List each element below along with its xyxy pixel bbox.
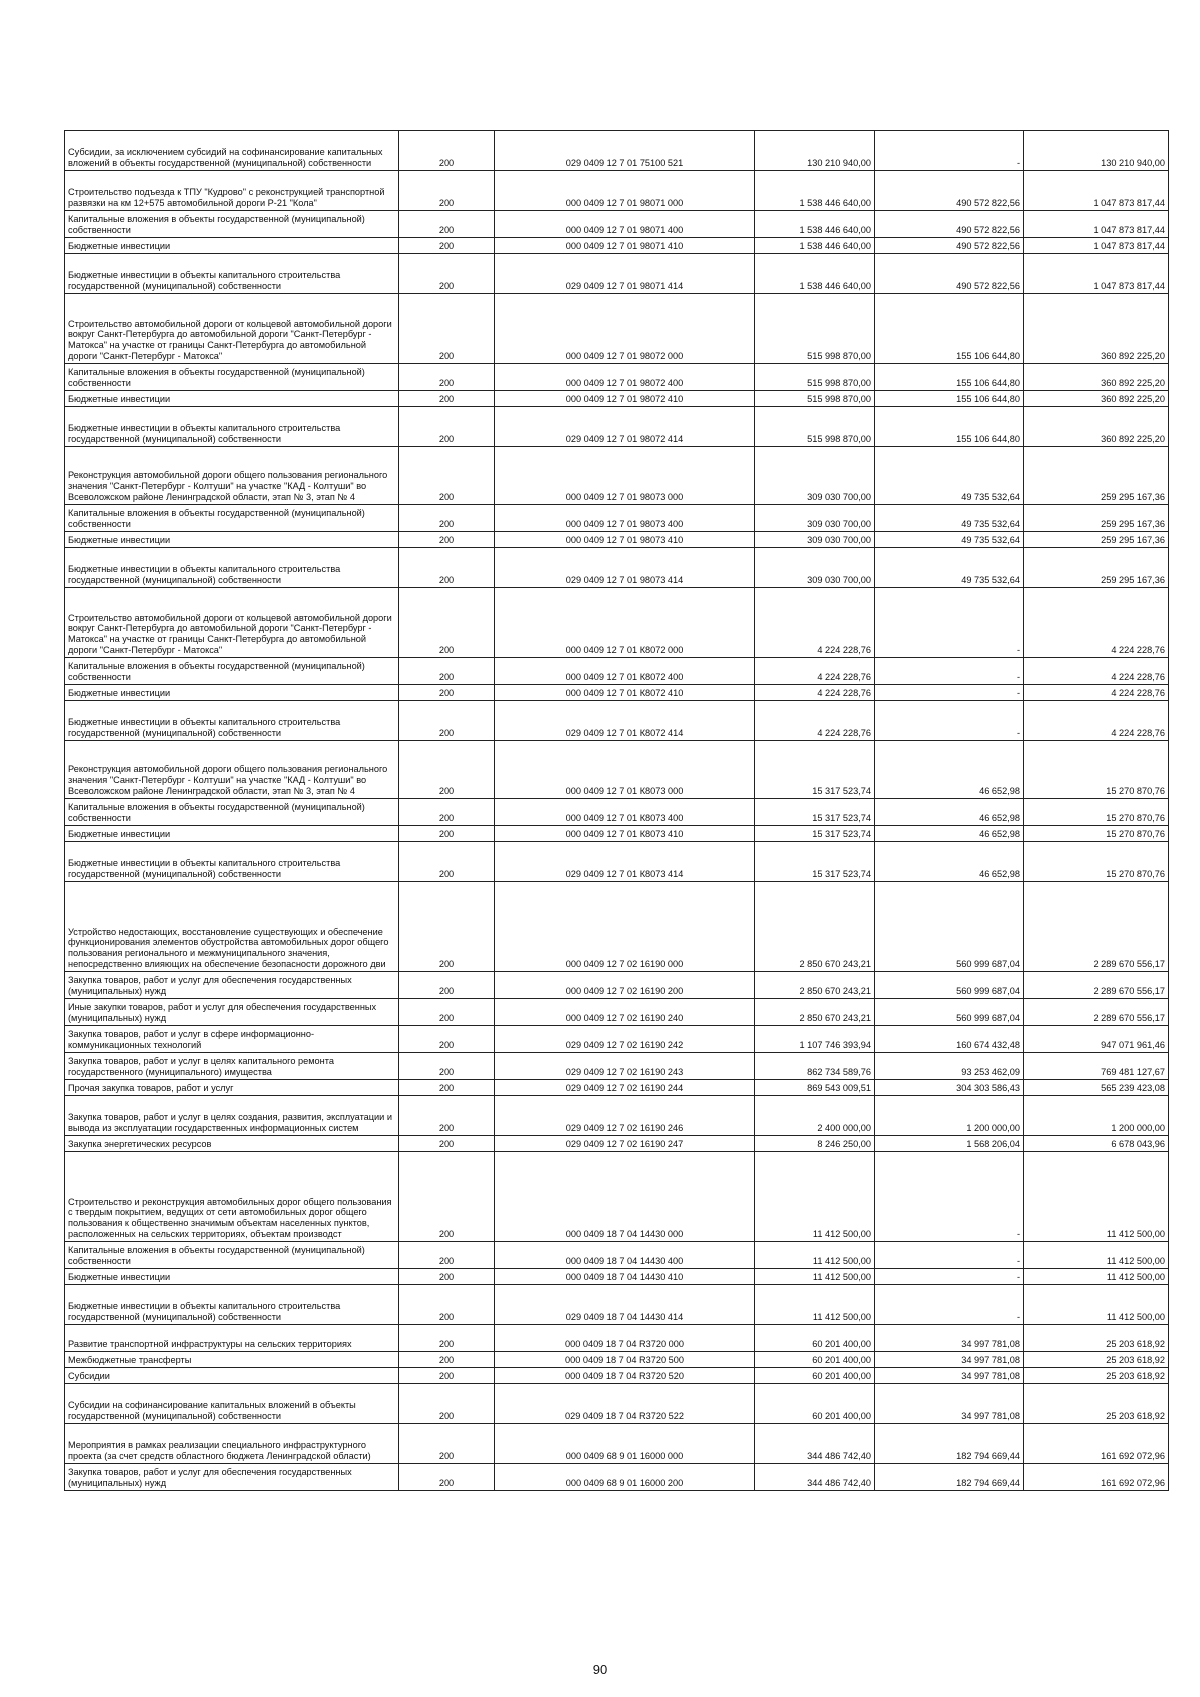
- row-approved-cell: 1 107 746 393,94: [755, 1026, 875, 1053]
- row-line-code-cell: 200: [399, 254, 495, 294]
- row-line-code-cell: 200: [399, 447, 495, 505]
- row-line-code-cell: 200: [399, 505, 495, 532]
- row-remaining-cell: 161 692 072,96: [1024, 1424, 1169, 1464]
- row-name-cell: Закупка товаров, работ и услуг в целях капитального ремонта государственного (муниципального) имущества: [65, 1053, 399, 1080]
- row-remaining-cell: 360 892 225,20: [1024, 391, 1169, 407]
- row-executed-cell: 155 106 644,80: [875, 364, 1024, 391]
- row-line-code-cell: 200: [399, 1242, 495, 1269]
- row-executed-cell: 46 652,98: [875, 799, 1024, 826]
- row-executed-cell: 155 106 644,80: [875, 407, 1024, 447]
- row-executed-cell: -: [875, 588, 1024, 658]
- table-row: [65, 741, 1169, 799]
- row-executed-cell: 560 999 687,04: [875, 999, 1024, 1026]
- row-classification-cell: 000 0409 12 7 01 К8073 000: [495, 741, 755, 799]
- row-remaining-cell: 15 270 870,76: [1024, 799, 1169, 826]
- row-remaining-cell: 6 678 043,96: [1024, 1136, 1169, 1152]
- row-approved-cell: 344 486 742,40: [755, 1464, 875, 1491]
- row-line-code-cell: 200: [399, 1152, 495, 1242]
- row-classification-cell: 000 0409 68 9 01 16000 000: [495, 1424, 755, 1464]
- row-remaining-cell: 1 047 873 817,44: [1024, 254, 1169, 294]
- row-executed-cell: -: [875, 701, 1024, 741]
- row-line-code-cell: 200: [399, 1080, 495, 1096]
- row-remaining-cell: 360 892 225,20: [1024, 407, 1169, 447]
- row-line-code-cell: 200: [399, 364, 495, 391]
- row-classification-cell: 000 0409 18 7 04 14430 400: [495, 1242, 755, 1269]
- row-remaining-cell: 1 047 873 817,44: [1024, 171, 1169, 211]
- row-name-cell: Бюджетные инвестиции: [65, 238, 399, 254]
- table-row: [65, 364, 1169, 391]
- table-row: [65, 532, 1169, 548]
- row-remaining-cell: 11 412 500,00: [1024, 1269, 1169, 1285]
- row-approved-cell: 60 201 400,00: [755, 1325, 875, 1352]
- row-remaining-cell: 1 047 873 817,44: [1024, 211, 1169, 238]
- table-row: [65, 1464, 1169, 1491]
- row-approved-cell: 60 201 400,00: [755, 1352, 875, 1368]
- row-approved-cell: 1 538 446 640,00: [755, 171, 875, 211]
- row-line-code-cell: 200: [399, 1285, 495, 1325]
- row-line-code-cell: 200: [399, 1026, 495, 1053]
- row-remaining-cell: 25 203 618,92: [1024, 1325, 1169, 1352]
- table-row: [65, 1053, 1169, 1080]
- row-name-cell: Развитие транспортной инфраструктуры на сельских территориях: [65, 1325, 399, 1352]
- row-classification-cell: 029 0409 12 7 02 16190 246: [495, 1096, 755, 1136]
- row-executed-cell: 155 106 644,80: [875, 294, 1024, 364]
- row-name-cell: Устройство недостающих, восстановление существующих и обеспечение функционирования элементов обустройства автомобильных дорог общего пользования регионального и межмуниципального значения, непосредственно влияющих на обеспечение безопасности дорожного дви: [65, 882, 399, 972]
- page-number: 90: [592, 1662, 608, 1677]
- row-remaining-cell: 4 224 228,76: [1024, 701, 1169, 741]
- row-approved-cell: 11 412 500,00: [755, 1269, 875, 1285]
- row-classification-cell: 000 0409 18 7 04 R3720 000: [495, 1325, 755, 1352]
- row-name-cell: Закупка товаров, работ и услуг для обеспечения государственных (муниципальных) нужд: [65, 1464, 399, 1491]
- row-classification-cell: 000 0409 12 7 01 98072 400: [495, 364, 755, 391]
- row-approved-cell: 4 224 228,76: [755, 588, 875, 658]
- table-row: [65, 1384, 1169, 1424]
- table-row: [65, 294, 1169, 364]
- row-remaining-cell: 25 203 618,92: [1024, 1352, 1169, 1368]
- row-remaining-cell: 15 270 870,76: [1024, 826, 1169, 842]
- row-approved-cell: 862 734 589,76: [755, 1053, 875, 1080]
- row-executed-cell: -: [875, 131, 1024, 171]
- row-executed-cell: 182 794 669,44: [875, 1464, 1024, 1491]
- row-classification-cell: 000 0409 12 7 01 98072 410: [495, 391, 755, 407]
- table-row: [65, 211, 1169, 238]
- row-line-code-cell: 200: [399, 548, 495, 588]
- row-approved-cell: 2 850 670 243,21: [755, 999, 875, 1026]
- row-line-code-cell: 200: [399, 1424, 495, 1464]
- row-line-code-cell: 200: [399, 842, 495, 882]
- row-name-cell: Бюджетные инвестиции в объекты капитального строительства государственной (муниципальной) собственности: [65, 407, 399, 447]
- row-classification-cell: 000 0409 12 7 01 К8072 410: [495, 685, 755, 701]
- row-approved-cell: 515 998 870,00: [755, 391, 875, 407]
- row-name-cell: Реконструкция автомобильной дороги общего пользования регионального значения "Санкт-Петербург - Колтуши" на участке "КАД - Колтуши" во Всеволожском районе Ленинградской области, этап № 3, этап № 4: [65, 741, 399, 799]
- row-classification-cell: 000 0409 12 7 01 К8072 400: [495, 658, 755, 685]
- row-executed-cell: 49 735 532,64: [875, 447, 1024, 505]
- row-remaining-cell: 11 412 500,00: [1024, 1152, 1169, 1242]
- row-remaining-cell: 4 224 228,76: [1024, 685, 1169, 701]
- row-approved-cell: 309 030 700,00: [755, 532, 875, 548]
- row-line-code-cell: 200: [399, 407, 495, 447]
- row-approved-cell: 4 224 228,76: [755, 685, 875, 701]
- row-name-cell: Бюджетные инвестиции в объекты капитального строительства государственной (муниципальной) собственности: [65, 254, 399, 294]
- row-line-code-cell: 200: [399, 1269, 495, 1285]
- row-classification-cell: 029 0409 12 7 01 К8073 414: [495, 842, 755, 882]
- row-approved-cell: 309 030 700,00: [755, 548, 875, 588]
- row-remaining-cell: 565 239 423,08: [1024, 1080, 1169, 1096]
- row-executed-cell: -: [875, 1285, 1024, 1325]
- row-classification-cell: 029 0409 18 7 04 R3720 522: [495, 1384, 755, 1424]
- row-executed-cell: 34 997 781,08: [875, 1352, 1024, 1368]
- row-classification-cell: 000 0409 68 9 01 16000 200: [495, 1464, 755, 1491]
- row-remaining-cell: 259 295 167,36: [1024, 505, 1169, 532]
- row-classification-cell: 000 0409 12 7 01 К8073 410: [495, 826, 755, 842]
- row-classification-cell: 029 0409 12 7 01 98071 414: [495, 254, 755, 294]
- row-executed-cell: 34 997 781,08: [875, 1384, 1024, 1424]
- row-name-cell: Строительство и реконструкция автомобильных дорог общего пользования с твердым покрытием, ведущих от сети автомобильных дорог общего пользования к общественно значимым объектам населенных пунктов, расположенных на сельских территориях, объектам производст: [65, 1152, 399, 1242]
- row-approved-cell: 869 543 009,51: [755, 1080, 875, 1096]
- row-remaining-cell: 2 289 670 556,17: [1024, 999, 1169, 1026]
- row-executed-cell: 490 572 822,56: [875, 238, 1024, 254]
- row-classification-cell: 000 0409 18 7 04 14430 000: [495, 1152, 755, 1242]
- row-classification-cell: 029 0409 12 7 02 16190 247: [495, 1136, 755, 1152]
- row-executed-cell: -: [875, 1152, 1024, 1242]
- row-remaining-cell: 360 892 225,20: [1024, 294, 1169, 364]
- table-row: [65, 999, 1169, 1026]
- row-line-code-cell: 200: [399, 741, 495, 799]
- row-line-code-cell: 200: [399, 1352, 495, 1368]
- table-row: [65, 685, 1169, 701]
- table-row: [65, 254, 1169, 294]
- row-line-code-cell: 200: [399, 999, 495, 1026]
- row-line-code-cell: 200: [399, 1136, 495, 1152]
- row-classification-cell: 000 0409 12 7 01 98071 000: [495, 171, 755, 211]
- row-name-cell: Бюджетные инвестиции в объекты капитального строительства государственной (муниципальной) собственности: [65, 548, 399, 588]
- row-approved-cell: 11 412 500,00: [755, 1242, 875, 1269]
- row-remaining-cell: 11 412 500,00: [1024, 1285, 1169, 1325]
- row-line-code-cell: 200: [399, 171, 495, 211]
- row-remaining-cell: 360 892 225,20: [1024, 364, 1169, 391]
- row-name-cell: Строительство подъезда к ТПУ "Кудрово" с реконструкцией транспортной развязки на км 12+575 автомобильной дороги Р-21 "Кола": [65, 171, 399, 211]
- row-approved-cell: 515 998 870,00: [755, 407, 875, 447]
- row-line-code-cell: 200: [399, 972, 495, 999]
- row-remaining-cell: 947 071 961,46: [1024, 1026, 1169, 1053]
- table-row: [65, 972, 1169, 999]
- row-line-code-cell: 200: [399, 799, 495, 826]
- row-approved-cell: 344 486 742,40: [755, 1424, 875, 1464]
- row-line-code-cell: 200: [399, 294, 495, 364]
- table-row: [65, 1325, 1169, 1352]
- row-approved-cell: 2 850 670 243,21: [755, 972, 875, 999]
- row-name-cell: Бюджетные инвестиции в объекты капитального строительства государственной (муниципальной) собственности: [65, 842, 399, 882]
- row-remaining-cell: 25 203 618,92: [1024, 1384, 1169, 1424]
- row-name-cell: Закупка товаров, работ и услуг для обеспечения государственных (муниципальных) нужд: [65, 972, 399, 999]
- row-executed-cell: 490 572 822,56: [875, 171, 1024, 211]
- row-executed-cell: 49 735 532,64: [875, 505, 1024, 532]
- row-executed-cell: 182 794 669,44: [875, 1424, 1024, 1464]
- row-executed-cell: -: [875, 1242, 1024, 1269]
- row-classification-cell: 000 0409 18 7 04 14430 410: [495, 1269, 755, 1285]
- row-classification-cell: 029 0409 12 7 01 98072 414: [495, 407, 755, 447]
- table-row: [65, 588, 1169, 658]
- row-remaining-cell: 259 295 167,36: [1024, 447, 1169, 505]
- table-row: [65, 447, 1169, 505]
- row-approved-cell: 309 030 700,00: [755, 447, 875, 505]
- row-executed-cell: 490 572 822,56: [875, 254, 1024, 294]
- row-executed-cell: 49 735 532,64: [875, 532, 1024, 548]
- row-line-code-cell: 200: [399, 685, 495, 701]
- row-line-code-cell: 200: [399, 238, 495, 254]
- table-row: [65, 842, 1169, 882]
- row-line-code-cell: 200: [399, 588, 495, 658]
- row-classification-cell: 029 0409 12 7 02 16190 244: [495, 1080, 755, 1096]
- row-name-cell: Межбюджетные трансферты: [65, 1352, 399, 1368]
- row-name-cell: Капитальные вложения в объекты государственной (муниципальной) собственности: [65, 211, 399, 238]
- row-name-cell: Субсидии, за исключением субсидий на софинансирование капитальных вложений в объекты государственной (муниципальной) собственности: [65, 131, 399, 171]
- row-remaining-cell: 11 412 500,00: [1024, 1242, 1169, 1269]
- row-name-cell: Бюджетные инвестиции: [65, 1269, 399, 1285]
- row-executed-cell: 160 674 432,48: [875, 1026, 1024, 1053]
- row-remaining-cell: 15 270 870,76: [1024, 741, 1169, 799]
- table-row: [65, 131, 1169, 171]
- row-name-cell: Строительство автомобильной дороги от кольцевой автомобильной дороги вокруг Санкт-Петербурга до автомобильной дороги "Санкт-Петербург - Матокса" на участке от границы Санкт-Петербурга до автомобильной дороги "Санкт-Петербург - Матокса": [65, 588, 399, 658]
- row-name-cell: Бюджетные инвестиции: [65, 826, 399, 842]
- row-executed-cell: 34 997 781,08: [875, 1325, 1024, 1352]
- row-executed-cell: -: [875, 1269, 1024, 1285]
- row-name-cell: Закупка товаров, работ и услуг в целях создания, развития, эксплуатации и вывода из эксплуатации государственных информационных систем: [65, 1096, 399, 1136]
- row-name-cell: Строительство автомобильной дороги от кольцевой автомобильной дороги вокруг Санкт-Петербурга до автомобильной дороги "Санкт-Петербург - Матокса" на участке от границы Санкт-Петербурга до автомобильной дороги "Санкт-Петербург - Матокса": [65, 294, 399, 364]
- row-name-cell: Бюджетные инвестиции в объекты капитального строительства государственной (муниципальной) собственности: [65, 1285, 399, 1325]
- row-line-code-cell: 200: [399, 658, 495, 685]
- row-name-cell: Капитальные вложения в объекты государственной (муниципальной) собственности: [65, 364, 399, 391]
- row-remaining-cell: 130 210 940,00: [1024, 131, 1169, 171]
- budget-report-sheet: [64, 130, 1165, 1491]
- table-row: [65, 171, 1169, 211]
- row-classification-cell: 000 0409 12 7 01 98072 000: [495, 294, 755, 364]
- table-row: [65, 1080, 1169, 1096]
- row-approved-cell: 1 538 446 640,00: [755, 211, 875, 238]
- row-classification-cell: 029 0409 12 7 01 75100 521: [495, 131, 755, 171]
- row-line-code-cell: 200: [399, 701, 495, 741]
- row-approved-cell: 8 246 250,00: [755, 1136, 875, 1152]
- row-name-cell: Бюджетные инвестиции: [65, 532, 399, 548]
- row-executed-cell: 304 303 586,43: [875, 1080, 1024, 1096]
- row-executed-cell: 34 997 781,08: [875, 1368, 1024, 1384]
- row-remaining-cell: 25 203 618,92: [1024, 1368, 1169, 1384]
- table-row: [65, 882, 1169, 972]
- row-approved-cell: 60 201 400,00: [755, 1384, 875, 1424]
- row-classification-cell: 029 0409 12 7 02 16190 242: [495, 1026, 755, 1053]
- table-row: [65, 1269, 1169, 1285]
- row-executed-cell: -: [875, 658, 1024, 685]
- row-approved-cell: 11 412 500,00: [755, 1285, 875, 1325]
- row-line-code-cell: 200: [399, 131, 495, 171]
- row-classification-cell: 000 0409 12 7 01 98073 410: [495, 532, 755, 548]
- row-line-code-cell: 200: [399, 1325, 495, 1352]
- table-row: [65, 1096, 1169, 1136]
- row-approved-cell: 309 030 700,00: [755, 505, 875, 532]
- row-remaining-cell: 769 481 127,67: [1024, 1053, 1169, 1080]
- row-approved-cell: 15 317 523,74: [755, 826, 875, 842]
- row-approved-cell: 515 998 870,00: [755, 364, 875, 391]
- row-name-cell: Капитальные вложения в объекты государственной (муниципальной) собственности: [65, 1242, 399, 1269]
- row-remaining-cell: 4 224 228,76: [1024, 658, 1169, 685]
- row-line-code-cell: 200: [399, 211, 495, 238]
- row-classification-cell: 029 0409 12 7 01 К8072 414: [495, 701, 755, 741]
- row-executed-cell: 1 568 206,04: [875, 1136, 1024, 1152]
- row-line-code-cell: 200: [399, 1368, 495, 1384]
- table-row: [65, 799, 1169, 826]
- row-approved-cell: 60 201 400,00: [755, 1368, 875, 1384]
- row-classification-cell: 029 0409 12 7 02 16190 243: [495, 1053, 755, 1080]
- row-approved-cell: 15 317 523,74: [755, 842, 875, 882]
- row-name-cell: Бюджетные инвестиции: [65, 685, 399, 701]
- row-name-cell: Бюджетные инвестиции в объекты капитального строительства государственной (муниципальной) собственности: [65, 701, 399, 741]
- row-executed-cell: 490 572 822,56: [875, 211, 1024, 238]
- row-name-cell: Прочая закупка товаров, работ и услуг: [65, 1080, 399, 1096]
- table-row: [65, 238, 1169, 254]
- row-name-cell: Мероприятия в рамках реализации специального инфраструктурного проекта (за счет средств областного бюджета Ленинградской области): [65, 1424, 399, 1464]
- table-row: [65, 407, 1169, 447]
- expenditure-table-body: [65, 131, 1169, 1491]
- table-row: [65, 391, 1169, 407]
- row-executed-cell: 46 652,98: [875, 842, 1024, 882]
- table-row: [65, 658, 1169, 685]
- row-line-code-cell: 200: [399, 1384, 495, 1424]
- row-executed-cell: 93 253 462,09: [875, 1053, 1024, 1080]
- row-remaining-cell: 259 295 167,36: [1024, 548, 1169, 588]
- row-classification-cell: 000 0409 12 7 01 98073 400: [495, 505, 755, 532]
- row-approved-cell: 4 224 228,76: [755, 658, 875, 685]
- row-remaining-cell: 1 200 000,00: [1024, 1096, 1169, 1136]
- row-classification-cell: 000 0409 12 7 02 16190 000: [495, 882, 755, 972]
- row-approved-cell: 4 224 228,76: [755, 701, 875, 741]
- row-executed-cell: 46 652,98: [875, 741, 1024, 799]
- row-classification-cell: 000 0409 12 7 01 К8073 400: [495, 799, 755, 826]
- row-approved-cell: 2 850 670 243,21: [755, 882, 875, 972]
- row-line-code-cell: 200: [399, 882, 495, 972]
- row-approved-cell: 15 317 523,74: [755, 741, 875, 799]
- row-line-code-cell: 200: [399, 826, 495, 842]
- row-name-cell: Субсидии: [65, 1368, 399, 1384]
- row-name-cell: Реконструкция автомобильной дороги общего пользования регионального значения "Санкт-Петербург - Колтуши" на участке "КАД - Колтуши" во Всеволожском районе Ленинградской области, этап № 3, этап № 4: [65, 447, 399, 505]
- row-classification-cell: 000 0409 12 7 01 К8072 000: [495, 588, 755, 658]
- table-row: [65, 548, 1169, 588]
- table-row: [65, 1368, 1169, 1384]
- row-remaining-cell: 161 692 072,96: [1024, 1464, 1169, 1491]
- row-name-cell: Иные закупки товаров, работ и услуг для обеспечения государственных (муниципальных) нужд: [65, 999, 399, 1026]
- row-executed-cell: 155 106 644,80: [875, 391, 1024, 407]
- row-name-cell: Закупка энергетических ресурсов: [65, 1136, 399, 1152]
- row-approved-cell: 2 400 000,00: [755, 1096, 875, 1136]
- table-row: [65, 1026, 1169, 1053]
- row-name-cell: Закупка товаров, работ и услуг в сфере информационно-коммуникационных технологий: [65, 1026, 399, 1053]
- row-approved-cell: 15 317 523,74: [755, 799, 875, 826]
- row-name-cell: Капитальные вложения в объекты государственной (муниципальной) собственности: [65, 799, 399, 826]
- table-row: [65, 1424, 1169, 1464]
- row-line-code-cell: 200: [399, 391, 495, 407]
- expenditure-table: [64, 130, 1169, 1491]
- row-name-cell: Субсидии на софинансирование капитальных вложений в объекты государственной (муниципальной) собственности: [65, 1384, 399, 1424]
- row-classification-cell: 000 0409 12 7 01 98071 400: [495, 211, 755, 238]
- row-line-code-cell: 200: [399, 1464, 495, 1491]
- row-remaining-cell: 4 224 228,76: [1024, 588, 1169, 658]
- row-line-code-cell: 200: [399, 532, 495, 548]
- row-line-code-cell: 200: [399, 1053, 495, 1080]
- row-remaining-cell: 2 289 670 556,17: [1024, 882, 1169, 972]
- row-remaining-cell: 15 270 870,76: [1024, 842, 1169, 882]
- table-row: [65, 1242, 1169, 1269]
- row-classification-cell: 000 0409 12 7 01 98073 000: [495, 447, 755, 505]
- row-name-cell: Капитальные вложения в объекты государственной (муниципальной) собственности: [65, 505, 399, 532]
- row-classification-cell: 000 0409 12 7 01 98071 410: [495, 238, 755, 254]
- row-classification-cell: 000 0409 18 7 04 R3720 500: [495, 1352, 755, 1368]
- table-row: [65, 1352, 1169, 1368]
- row-approved-cell: 1 538 446 640,00: [755, 254, 875, 294]
- row-remaining-cell: 2 289 670 556,17: [1024, 972, 1169, 999]
- table-row: [65, 1285, 1169, 1325]
- row-classification-cell: 000 0409 12 7 02 16190 240: [495, 999, 755, 1026]
- row-executed-cell: -: [875, 685, 1024, 701]
- row-executed-cell: 49 735 532,64: [875, 548, 1024, 588]
- row-approved-cell: 1 538 446 640,00: [755, 238, 875, 254]
- table-row: [65, 701, 1169, 741]
- row-remaining-cell: 259 295 167,36: [1024, 532, 1169, 548]
- row-executed-cell: 1 200 000,00: [875, 1096, 1024, 1136]
- table-row: [65, 1136, 1169, 1152]
- row-classification-cell: 000 0409 18 7 04 R3720 520: [495, 1368, 755, 1384]
- row-classification-cell: 029 0409 12 7 01 98073 414: [495, 548, 755, 588]
- table-row: [65, 1152, 1169, 1242]
- row-name-cell: Капитальные вложения в объекты государственной (муниципальной) собственности: [65, 658, 399, 685]
- row-executed-cell: 46 652,98: [875, 826, 1024, 842]
- row-classification-cell: 000 0409 12 7 02 16190 200: [495, 972, 755, 999]
- row-approved-cell: 515 998 870,00: [755, 294, 875, 364]
- table-row: [65, 505, 1169, 532]
- row-approved-cell: 11 412 500,00: [755, 1152, 875, 1242]
- row-approved-cell: 130 210 940,00: [755, 131, 875, 171]
- row-name-cell: Бюджетные инвестиции: [65, 391, 399, 407]
- row-classification-cell: 029 0409 18 7 04 14430 414: [495, 1285, 755, 1325]
- row-executed-cell: 560 999 687,04: [875, 882, 1024, 972]
- row-remaining-cell: 1 047 873 817,44: [1024, 238, 1169, 254]
- row-line-code-cell: 200: [399, 1096, 495, 1136]
- table-row: [65, 826, 1169, 842]
- row-executed-cell: 560 999 687,04: [875, 972, 1024, 999]
